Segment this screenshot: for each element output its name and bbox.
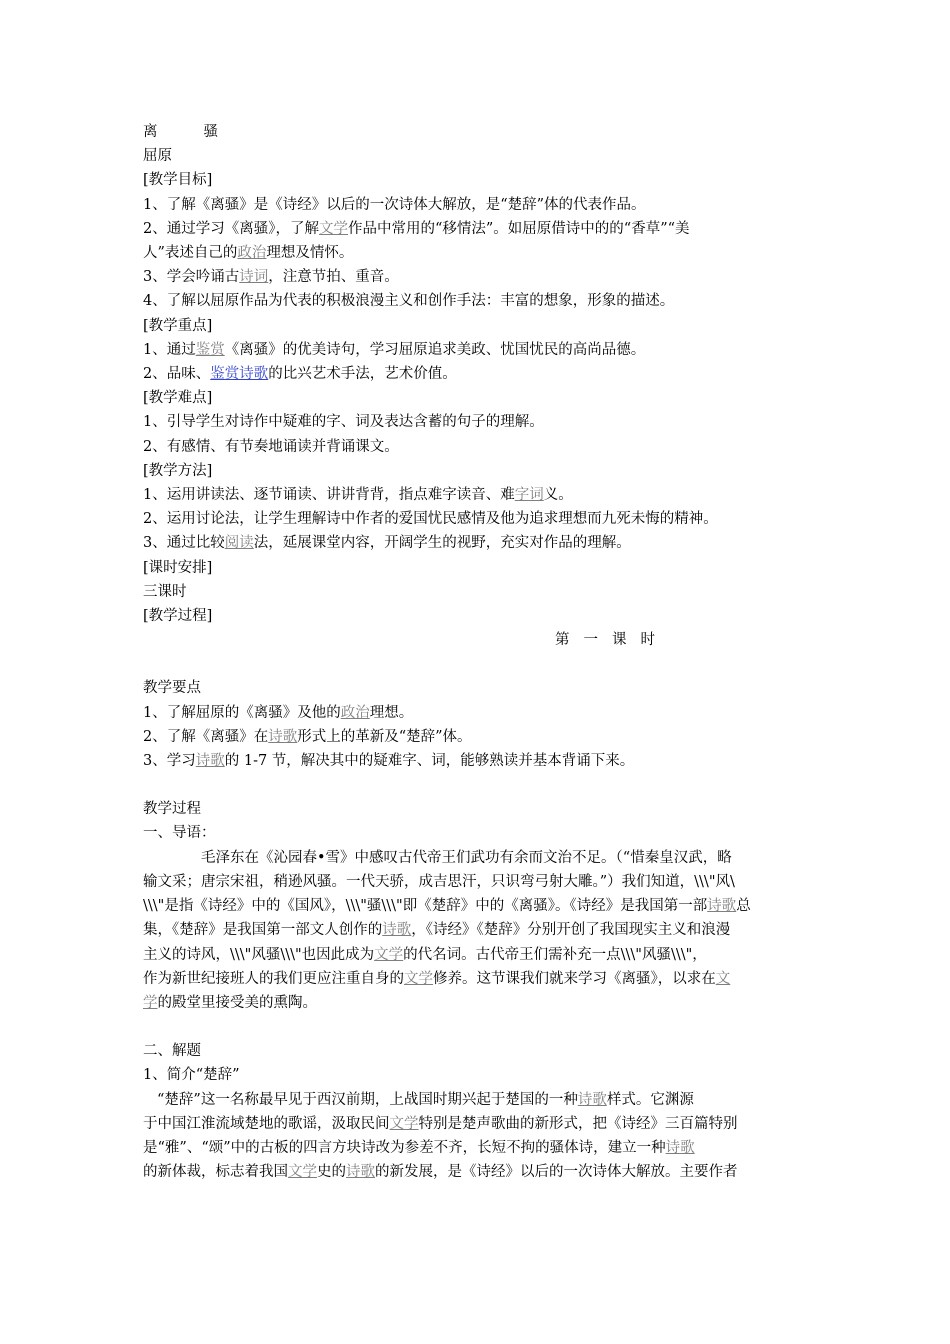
goal-line: 1、了解《离骚》是《诗经》以后的一次诗体大解放，是“楚辞”体的代表作品。 <box>143 196 646 213</box>
topic-line: 于中国江淮流域楚地的歌谣，汲取民间文学特别是楚声歌曲的新形式，把《诗经》三百篇特别 <box>143 1115 738 1132</box>
lesson-process-heading: 教学过程 <box>143 801 201 818</box>
keyword-link[interactable]: 政治 <box>340 704 370 721</box>
process-heading: [教学过程] <box>143 608 213 625</box>
goal-line: 人”表述自己的政治理想及情怀。 <box>143 245 354 262</box>
difficulty-heading: [教学难点] <box>143 390 213 407</box>
keyword-link[interactable]: 字词 <box>514 487 544 504</box>
schedule-heading: [课时安排] <box>143 559 213 576</box>
keyword-link[interactable]: 诗歌 <box>268 728 298 745</box>
keyword-link[interactable]: 文 <box>715 970 731 987</box>
keyword-link[interactable]: 文学 <box>374 946 404 963</box>
keyword-link[interactable]: 文学 <box>288 1164 317 1181</box>
method-heading: [教学方法] <box>143 462 213 479</box>
intro-line: 作为新世纪接班人的我们更应注重自身的文学修养。这节课我们就来学习《离骚》，以求在文 <box>143 970 731 987</box>
topic-line: 的新体裁，标志着我国文学史的诗歌的新发展，是《诗经》以后的一次诗体大解放。主要作者 <box>143 1164 738 1181</box>
point-line: 1、了解屈原的《离骚》及他的政治理想。 <box>143 704 414 721</box>
point-line: 2、了解《离骚》在诗歌形式上的革新及“楚辞”体。 <box>143 728 472 745</box>
method-line: 2、运用讨论法，让学生理解诗中作者的爱国忧民感情及他为追求理想而九死未悔的精神。 <box>143 511 718 528</box>
intro-line: 主义的诗风，\\\"风骚\\\"也因此成为文学的代名词。古代帝王们需补充一点\\\"风骚\\\"， <box>143 946 707 963</box>
schedule-value: 三课时 <box>143 583 187 600</box>
focus-line: 2、品味、鉴赏诗歌的比兴艺术手法，艺术价值。 <box>143 366 457 383</box>
method-line: 3、通过比较阅读法，延展课堂内容，开阔学生的视野，充实对作品的理解。 <box>143 535 631 552</box>
points-heading: 教学要点 <box>143 680 201 697</box>
keyword-link[interactable]: 阅读 <box>224 535 254 552</box>
keyword-link[interactable]: 文学 <box>389 1115 419 1132</box>
goal-line: 4、了解以屈原作品为代表的积极浪漫主义和创作手法：丰富的想象，形象的描述。 <box>143 293 675 310</box>
intro-line: 毛泽东在《沁园春•雪》中感叹古代帝王们武功有余而文治不足。（“惜秦皇汉武，略 <box>201 849 732 866</box>
topic-line: 是“雅”、“颂”中的古板的四言方块诗改为参差不齐，长短不拘的骚体诗，建立一种诗歌 <box>143 1139 695 1156</box>
intro-line: 学的殿堂里接受美的熏陶。 <box>143 994 317 1011</box>
topic-subheading: 1、简介“楚辞” <box>143 1067 240 1084</box>
keyword-link[interactable]: 文学 <box>404 970 433 987</box>
intro-heading: 一、导语： <box>143 825 216 842</box>
keyword-link[interactable]: 文学 <box>318 220 348 237</box>
focus-line: 1、通过鉴赏《离骚》的优美诗句，学习屈原追求美政、忧国忧民的高尚品德。 <box>143 341 646 358</box>
intro-line: 输文采；唐宗宋祖，稍逊风骚。一代天骄，成吉思汗，只识弯弓射大雕。”）我们知道，\\\"风\ <box>143 873 735 890</box>
intro-line: 集，《楚辞》是我国第一部文人创作的诗歌，《诗经》《楚辞》分别开创了我国现实主义和浪漫 <box>143 922 731 939</box>
goal-line: 2、通过学习《离骚》，了解文学作品中常用的“移情法”。如屈原借诗中的的“香草”“美 <box>143 220 690 237</box>
keyword-link[interactable]: 诗歌 <box>382 922 412 939</box>
point-line: 3、学习诗歌的 1-7 节，解决其中的疑难字、词，能够熟读并基本背诵下来。 <box>143 753 635 770</box>
focus-heading: [教学重点] <box>143 317 213 334</box>
difficulty-line: 1、引导学生对诗作中疑难的字、词及表达含蓄的句子的理解。 <box>143 414 544 431</box>
keyword-link[interactable]: 诗歌 <box>577 1091 607 1108</box>
keyword-link[interactable]: 政治 <box>237 245 267 262</box>
keyword-link[interactable]: 鉴赏诗歌 <box>210 366 269 383</box>
goals-heading: [教学目标] <box>143 172 213 189</box>
topic-line: “楚辞”这一名称最早见于西汉前期，上战国时期兴起于楚国的一种诗歌样式。它渊源 <box>157 1091 694 1108</box>
document-page <box>143 120 813 1184</box>
lesson-title: 第一课时 <box>555 632 669 649</box>
topic-heading: 二、解题 <box>143 1043 201 1060</box>
keyword-link[interactable]: 诗歌 <box>195 753 225 770</box>
document-title: 离 骚 <box>143 124 218 140</box>
method-line: 1、运用讲读法、逐节诵读、讲讲背背，指点难字读音、难字词义。 <box>143 487 573 504</box>
keyword-link[interactable]: 诗词 <box>239 269 269 286</box>
difficulty-line: 2、有感情、有节奏地诵读并背诵课文。 <box>143 438 399 455</box>
author: 屈原 <box>143 148 172 165</box>
keyword-link[interactable]: 学 <box>143 994 158 1011</box>
goal-line: 3、学会吟诵古诗词，注意节拍、重音。 <box>143 269 399 286</box>
intro-line: \\\"是指《诗经》中的《国风》，\\\"骚\\\"即《楚辞》中的《离骚》。《诗经》是我国第一部诗歌总 <box>143 898 751 915</box>
keyword-link[interactable]: 诗歌 <box>346 1164 375 1181</box>
keyword-link[interactable]: 诗歌 <box>665 1139 695 1156</box>
keyword-link[interactable]: 诗歌 <box>707 898 737 915</box>
keyword-link[interactable]: 鉴赏 <box>195 341 225 358</box>
